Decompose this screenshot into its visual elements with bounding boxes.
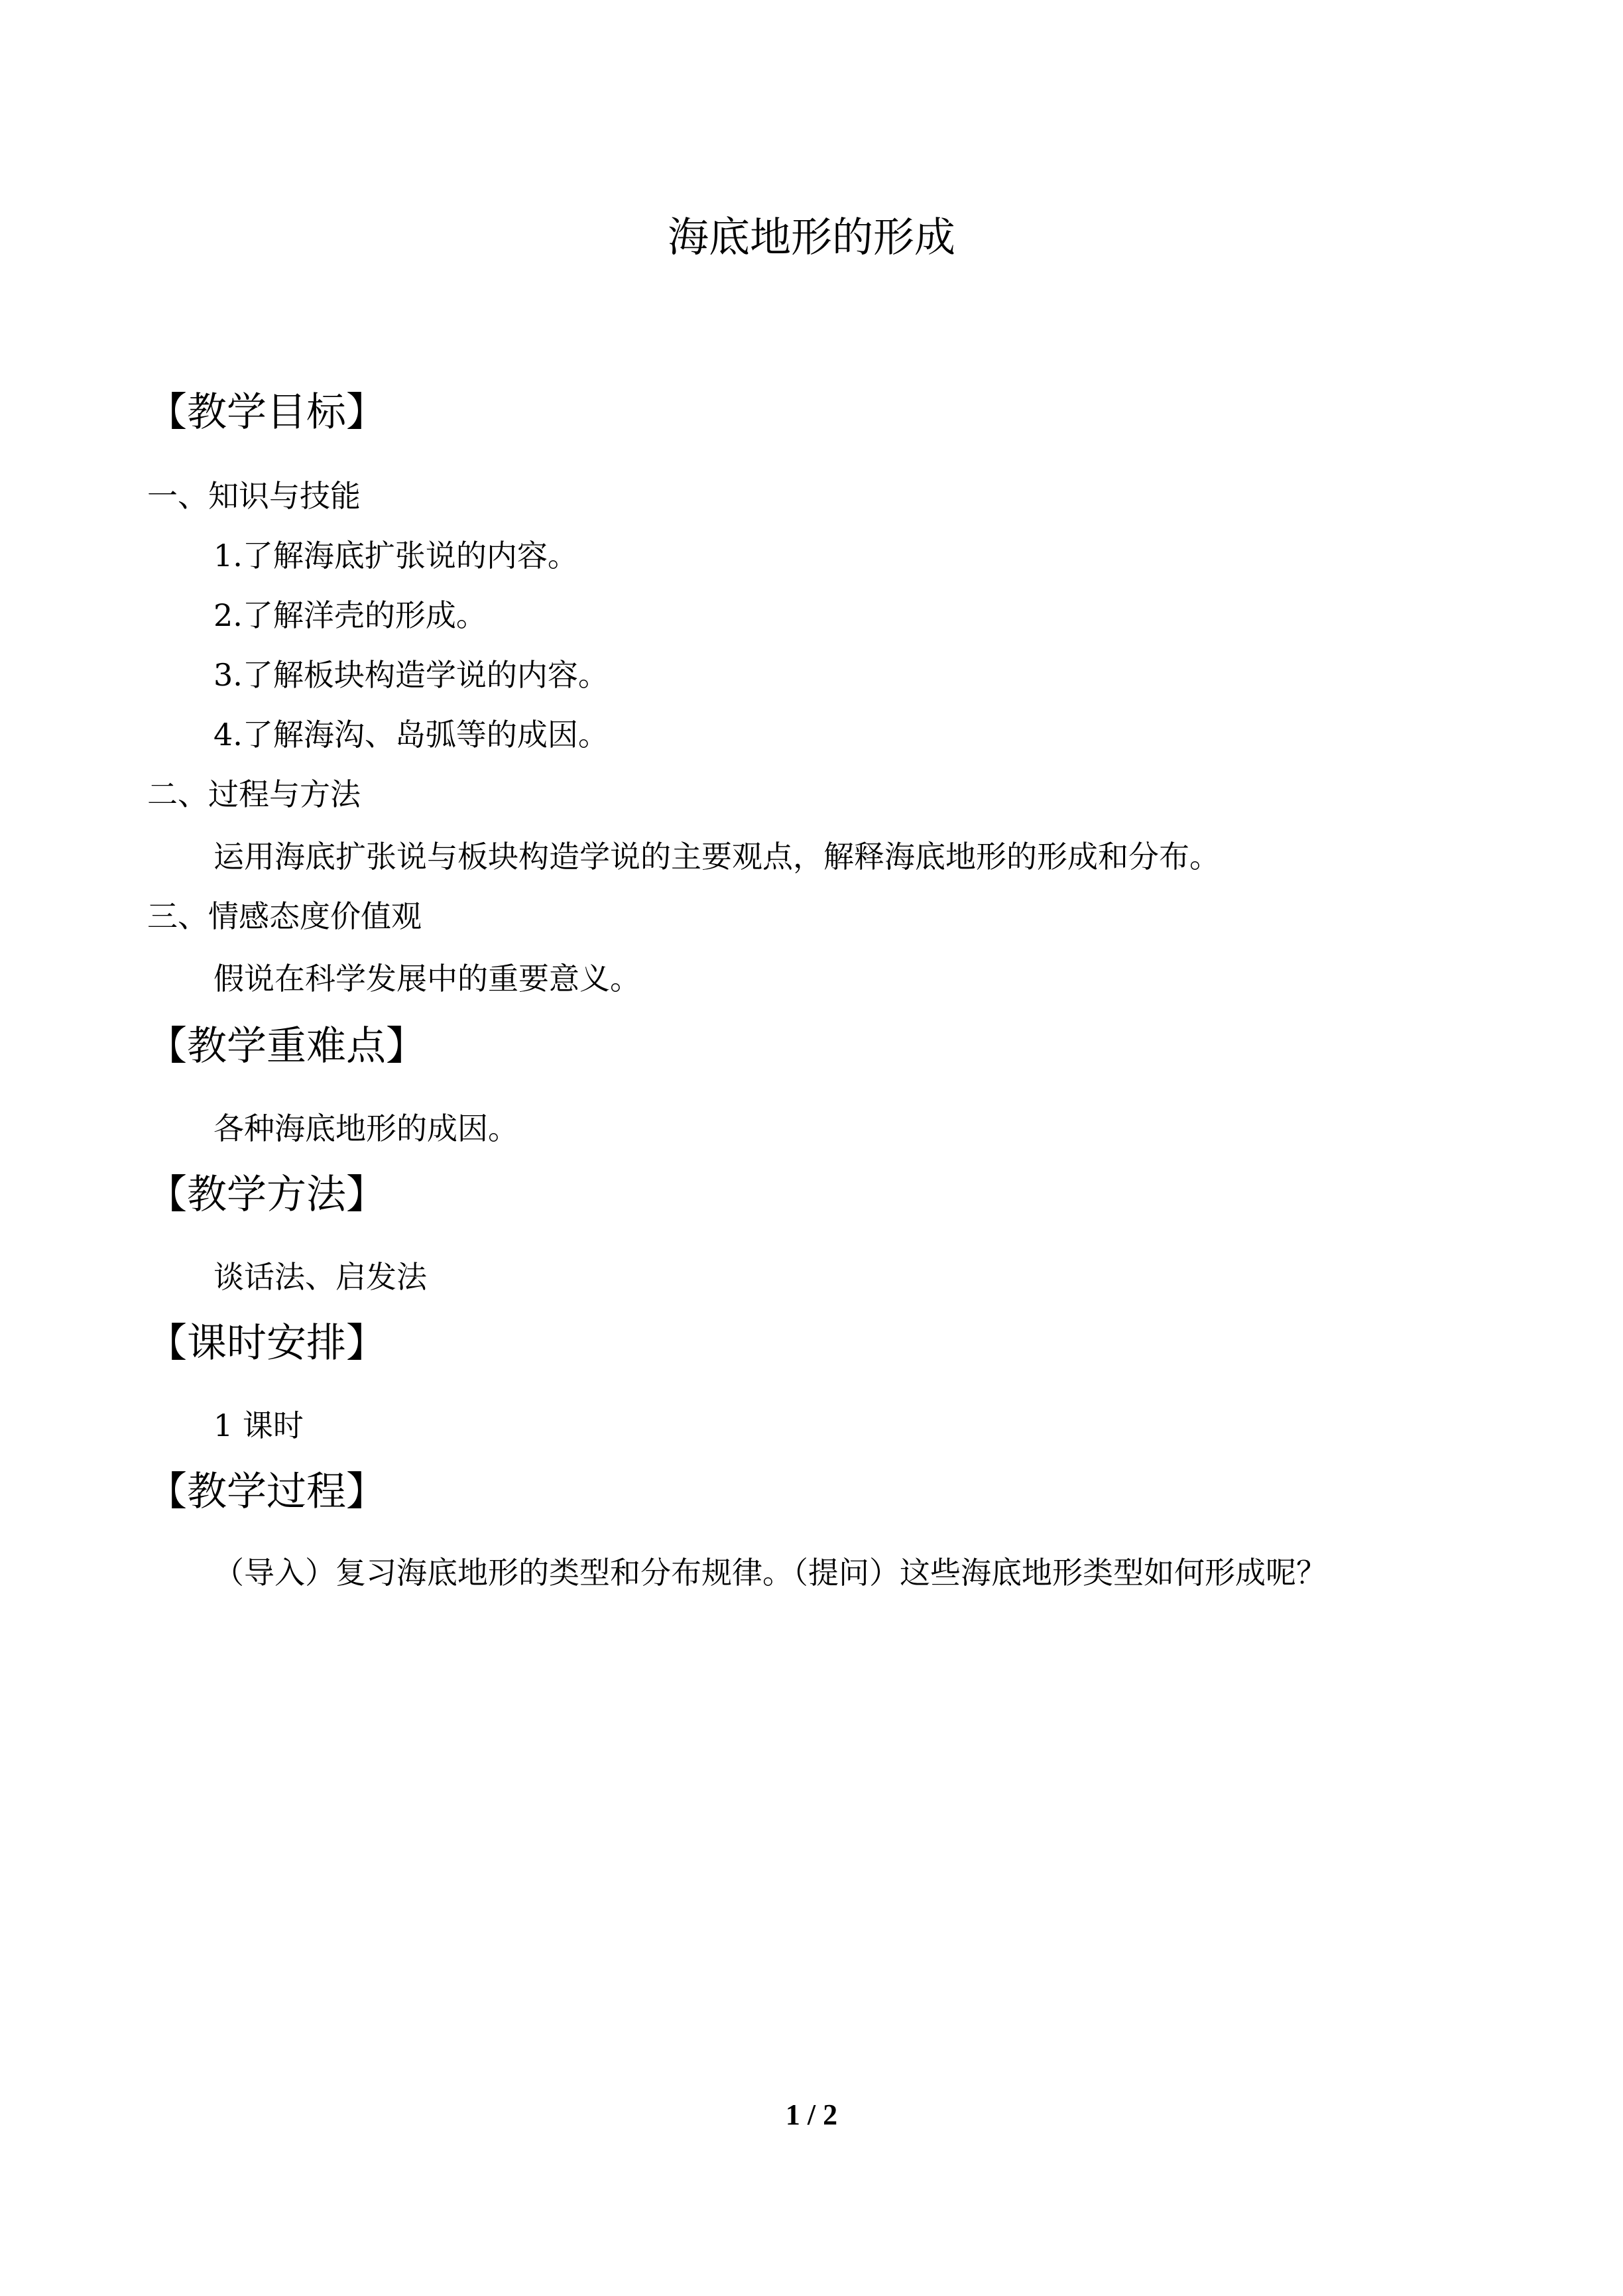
- subheading-values: 三、情感态度价值观: [147, 898, 422, 934]
- section-heading-objectives: 【教学目标】: [147, 389, 386, 436]
- process-steps-text: （导入）复习海底地形的类型和分布规律。（提问）这些海底地形类型如何形成呢？: [213, 1555, 1327, 1591]
- section-heading-schedule: 【课时安排】: [147, 1320, 386, 1366]
- objective-item-4: 4.了解海沟、岛弧等的成因。: [213, 717, 609, 753]
- section-heading-key-points: 【教学重难点】: [147, 1023, 426, 1069]
- subheading-process: 二、过程与方法: [147, 776, 361, 812]
- key-points-text: 各种海底地形的成因。: [213, 1111, 518, 1146]
- document-title: 海底地形的形成: [667, 213, 955, 261]
- section-heading-process-steps: 【教学过程】: [147, 1469, 386, 1515]
- methods-text: 谈话法、启发法: [213, 1259, 427, 1295]
- objective-item-1: 1.了解海底扩张说的内容。: [213, 538, 578, 574]
- section-heading-methods: 【教学方法】: [147, 1172, 386, 1218]
- page-number: 1 / 2: [785, 2098, 838, 2131]
- objective-item-2: 2.了解洋壳的形成。: [213, 597, 487, 633]
- objective-item-3: 3.了解板块构造学说的内容。: [213, 657, 609, 693]
- schedule-text: 1 课时: [213, 1408, 304, 1443]
- process-text: 运用海底扩张说与板块构造学说的主要观点，解释海底地形的形成和分布。: [213, 839, 1220, 875]
- subheading-knowledge: 一、知识与技能: [147, 478, 361, 514]
- values-text: 假说在科学发展中的重要意义。: [213, 961, 640, 997]
